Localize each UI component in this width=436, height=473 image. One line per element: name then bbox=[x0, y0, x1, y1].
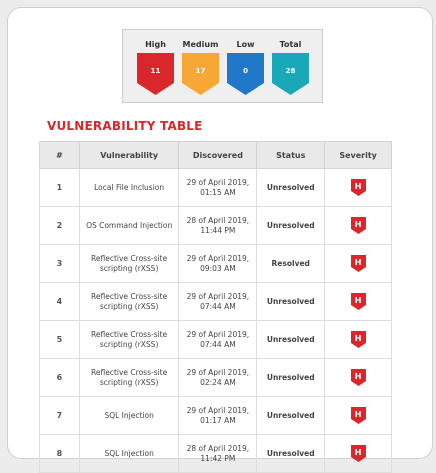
shield-icon: H bbox=[351, 331, 366, 348]
shield-icon bbox=[272, 53, 309, 95]
row-number: 2 bbox=[40, 207, 80, 245]
col-header-vulnerability: Vulnerability bbox=[79, 142, 179, 169]
summary-total bbox=[272, 39, 309, 95]
row-vulnerability: Reflective Cross-site scripting (rXSS) bbox=[79, 321, 179, 359]
table-row[interactable] bbox=[40, 397, 392, 435]
col-header-discovered: Discovered bbox=[179, 142, 257, 169]
table-row[interactable] bbox=[40, 435, 392, 473]
shield-icon: H bbox=[351, 369, 366, 386]
row-severity bbox=[325, 245, 392, 283]
summary-medium-label: Medium bbox=[182, 40, 219, 49]
summary-high-label: High bbox=[145, 40, 166, 49]
row-severity bbox=[325, 321, 392, 359]
shield-icon bbox=[182, 53, 219, 95]
row-discovered: 29 of April 2019, 09:03 AM bbox=[179, 245, 257, 283]
row-status: Unresolved bbox=[257, 207, 325, 245]
table-header-row bbox=[40, 142, 392, 169]
row-severity bbox=[325, 435, 392, 473]
row-discovered: 29 of April 2019, 01:15 AM bbox=[179, 169, 257, 207]
row-discovered: 29 of April 2019, 01:17 AM bbox=[179, 397, 257, 435]
row-vulnerability: Reflective Cross-site scripting (rXSS) bbox=[79, 359, 179, 397]
row-discovered: 29 of April 2019, 07:44 AM bbox=[179, 283, 257, 321]
row-severity bbox=[325, 169, 392, 207]
row-discovered: 29 of April 2019, 02:24 AM bbox=[179, 359, 257, 397]
summary-medium bbox=[182, 39, 219, 95]
summary-total-count: 28 bbox=[285, 67, 296, 75]
row-severity bbox=[325, 283, 392, 321]
shield-icon: H bbox=[351, 407, 366, 424]
row-status: Unresolved bbox=[257, 359, 325, 397]
shield-icon: H bbox=[351, 217, 366, 234]
summary-low-label: Low bbox=[236, 40, 255, 49]
row-severity bbox=[325, 397, 392, 435]
row-number: 3 bbox=[40, 245, 80, 283]
row-severity bbox=[325, 207, 392, 245]
summary-low-count: 0 bbox=[243, 67, 248, 75]
table-row[interactable] bbox=[40, 169, 392, 207]
summary-medium-count: 17 bbox=[195, 67, 206, 75]
row-number: 5 bbox=[40, 321, 80, 359]
row-status: Unresolved bbox=[257, 397, 325, 435]
shield-icon bbox=[227, 53, 264, 95]
row-vulnerability: SQL Injection bbox=[79, 397, 179, 435]
row-status: Unresolved bbox=[257, 435, 325, 473]
shield-icon bbox=[137, 53, 174, 95]
row-vulnerability: Reflective Cross-site scripting (rXSS) bbox=[79, 283, 179, 321]
table-row[interactable] bbox=[40, 245, 392, 283]
row-status: Unresolved bbox=[257, 321, 325, 359]
row-vulnerability: OS Command Injection bbox=[79, 207, 179, 245]
row-number: 6 bbox=[40, 359, 80, 397]
row-status: Unresolved bbox=[257, 169, 325, 207]
row-number: 7 bbox=[40, 397, 80, 435]
shield-icon: H bbox=[351, 445, 366, 462]
table-row[interactable] bbox=[40, 321, 392, 359]
row-severity bbox=[325, 359, 392, 397]
row-discovered: 29 of April 2019, 07:44 AM bbox=[179, 321, 257, 359]
table-row[interactable] bbox=[40, 283, 392, 321]
row-discovered: 28 of April 2019, 11:44 PM bbox=[179, 207, 257, 245]
shield-icon: H bbox=[351, 179, 366, 196]
summary-low bbox=[227, 39, 264, 95]
summary-high-count: 11 bbox=[150, 67, 161, 75]
table-row[interactable] bbox=[40, 207, 392, 245]
shield-icon: H bbox=[351, 293, 366, 310]
col-header-status: Status bbox=[257, 142, 325, 169]
row-number: 1 bbox=[40, 169, 80, 207]
shield-icon: H bbox=[351, 255, 366, 272]
row-number: 4 bbox=[40, 283, 80, 321]
row-vulnerability: Local File Inclusion bbox=[79, 169, 179, 207]
col-header-severity: Severity bbox=[325, 142, 392, 169]
table-row[interactable] bbox=[40, 359, 392, 397]
summary-total-label: Total bbox=[279, 40, 302, 49]
vulnerability-table bbox=[39, 141, 392, 473]
row-status: Unresolved bbox=[257, 283, 325, 321]
row-vulnerability: SQL Injection bbox=[79, 435, 179, 473]
severity-summary bbox=[122, 29, 323, 103]
table-title: VULNERABILITY TABLE bbox=[47, 119, 203, 133]
row-vulnerability: Reflective Cross-site scripting (rXSS) bbox=[79, 245, 179, 283]
row-discovered: 28 of April 2019, 11:42 PM bbox=[179, 435, 257, 473]
col-header-number: # bbox=[40, 142, 80, 169]
row-status: Resolved bbox=[257, 245, 325, 283]
row-number: 8 bbox=[40, 435, 80, 473]
summary-high bbox=[137, 39, 174, 95]
